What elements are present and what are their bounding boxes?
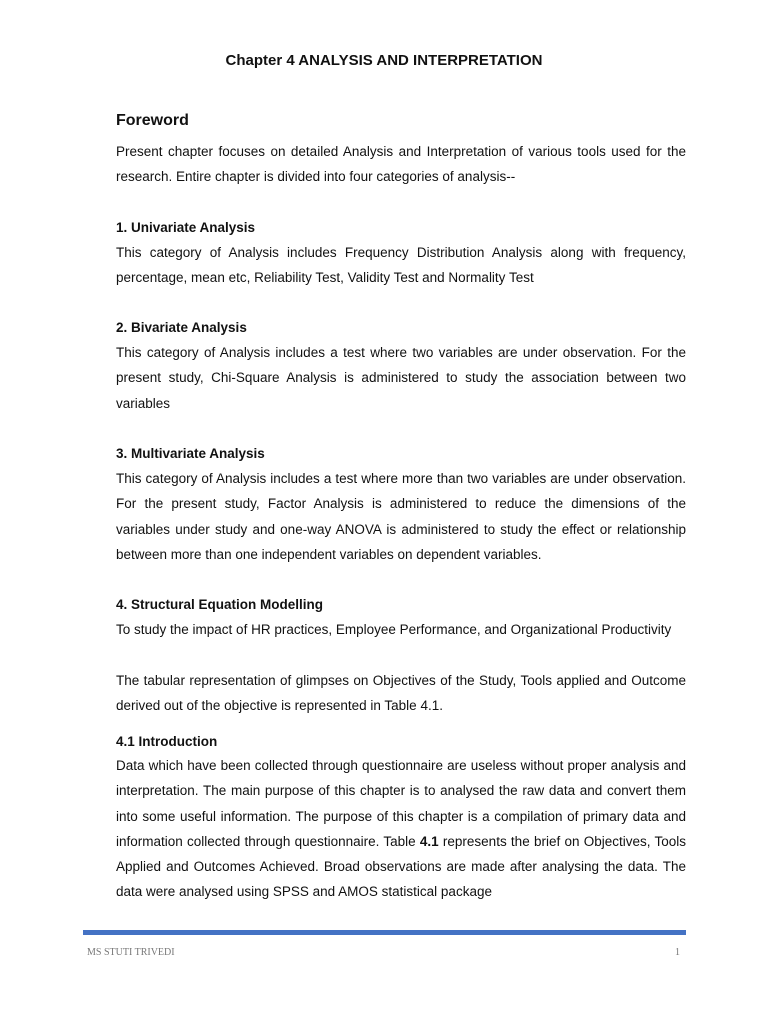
document-body	[116, 109, 686, 904]
page-number: 1	[675, 947, 680, 958]
bivariate-paragraph: This category of Analysis includes a test where two variables are under observation. For the present study, Chi-Square Analysis is administered to study the association between two variables	[116, 345, 686, 411]
foreword-paragraph: Present chapter focuses on detailed Analysis and Interpretation of various tools used for the research. Entire chapter is divided into four categories of analysis--	[116, 144, 686, 185]
introduction-text-after: represents the brief on Objectives, Tools Applied and Outcomes Achieved. Broad observations are made after analysing the data. The data were analysed using SPSS and AMOS statistical package	[116, 833, 686, 900]
introduction-paragraph	[116, 753, 686, 904]
bivariate-heading: 2. Bivariate Analysis	[116, 320, 247, 336]
page-title: Chapter 4 ANALYSIS AND INTERPRETATION	[225, 52, 543, 69]
tabular-note-paragraph: The tabular representation of glimpses on Objectives of the Study, Tools applied and Outcome derived out of the objective is represented in Table 4.1.	[116, 672, 686, 713]
footer-rule	[83, 930, 686, 935]
sem-heading: 4. Structural Equation Modelling	[116, 597, 324, 613]
multivariate-heading: 3. Multivariate Analysis	[116, 446, 265, 462]
footer-author: MS STUTI TRIVEDI	[87, 947, 175, 958]
foreword-heading: Foreword	[116, 112, 189, 129]
table-reference: 4.1	[419, 833, 439, 849]
introduction-heading: 4.1 Introduction	[116, 734, 218, 750]
introduction-text-before: Data which have been collected through questionnaire are useless without proper analysis and interpretation. The main purpose of this chapter is to analysed the raw data and convert them into some useful information. The purpose of this chapter is a compilation of primary data and information collected through questionnaire. Table	[116, 758, 686, 849]
multivariate-paragraph: This category of Analysis includes a test where more than two variables are under observation. For the present study, Factor Analysis is administered to reduce the dimensions of the variables under study and one-way ANOVA is administered to study the effect or relationship between more than one independent variables on dependent variables.	[116, 471, 686, 562]
univariate-heading: 1. Univariate Analysis	[116, 219, 256, 235]
univariate-paragraph: This category of Analysis includes Frequency Distribution Analysis along with frequency, percentage, mean etc, Reliability Test, Validity Test and Normality Test	[116, 244, 686, 285]
sem-paragraph: To study the impact of HR practices, Employee Performance, and Organizational Productivity	[116, 622, 672, 638]
